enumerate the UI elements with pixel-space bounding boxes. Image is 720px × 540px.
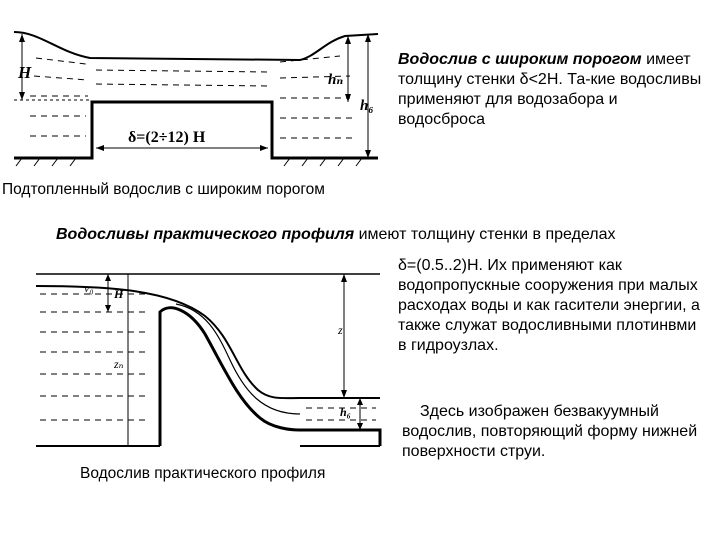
label-v0: v₀ <box>84 281 94 295</box>
weir1-desc: имеет толщину стенки δ<2H. Та-кие водосливы применяют для водозабора и водосброса <box>398 51 702 128</box>
weir2-note: Здесь изображен безвакуумный водослив, повторяющий форму нижней поверхности струи. <box>402 403 698 460</box>
weir1-description <box>398 50 708 130</box>
label-zn: zₙ <box>114 357 124 371</box>
label-hb: h₆ <box>360 98 374 114</box>
label-hn: hₙ <box>328 72 344 88</box>
weir1-title: Водослив с широким порогом <box>398 51 642 68</box>
label-z: z <box>338 323 343 337</box>
weir2-caption: Водослив практического профиля <box>80 465 326 482</box>
weir2-intro-rest: имеют толщину стенки в пределах <box>354 226 616 243</box>
label-H: H <box>18 63 32 82</box>
weir1-caption: Подтопленный водослив с широким порогом <box>2 181 325 198</box>
label-delta: δ=(2÷12) H <box>128 129 206 146</box>
broad-crested-weir-diagram <box>0 0 395 185</box>
practical-profile-weir-diagram <box>0 250 400 460</box>
weir2-intro <box>56 225 716 245</box>
label-hb2: h₆ <box>340 405 351 419</box>
weir2-intro-bold: Водосливы практического профиля <box>56 226 355 243</box>
label-H2: H <box>114 287 124 301</box>
weir2-description: δ=(0.5..2)H. Их применяют как водопропускные сооружения при малых расходах воды и как гасители энергии, а также служат водосливными плотинвми в гидроузлах. <box>398 257 700 354</box>
